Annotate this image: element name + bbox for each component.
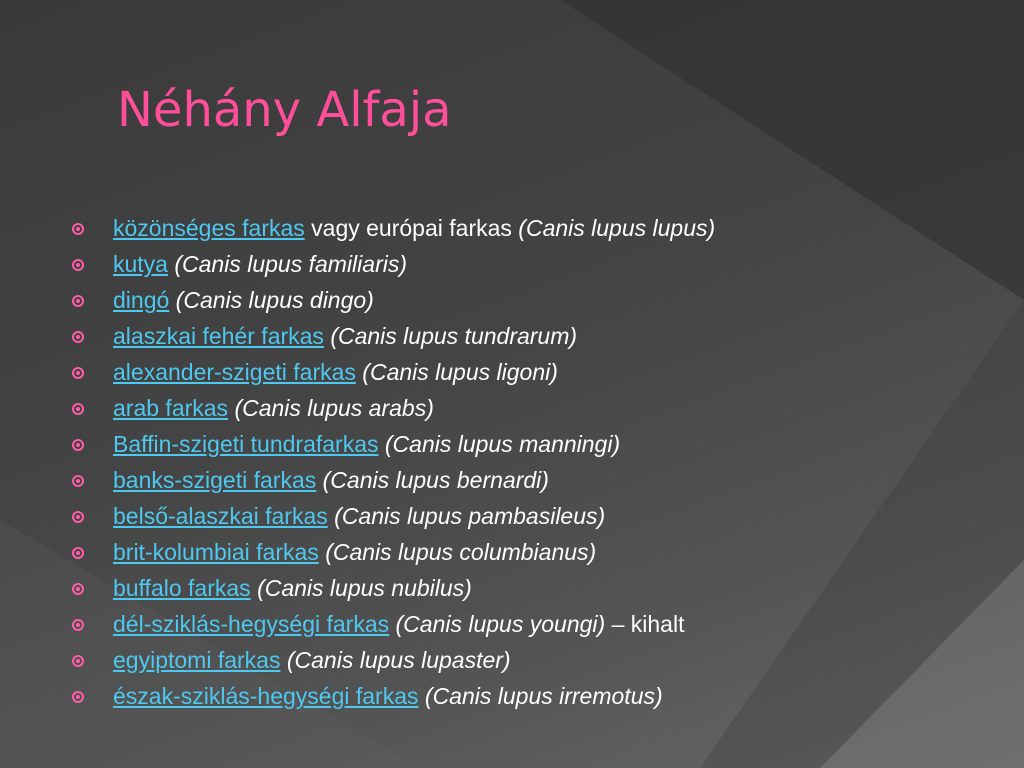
list-item: [70, 318, 715, 354]
list-item: [70, 426, 715, 462]
radio-bullet-icon: [72, 403, 84, 415]
list-item: [70, 678, 715, 714]
radio-bullet-icon: [72, 259, 84, 271]
scientific-name: (Canis lupus arabs): [234, 395, 434, 421]
subspecies-link[interactable]: közönséges farkas: [113, 215, 305, 241]
slide-title: Néhány Alfaja: [117, 82, 452, 138]
list-item: [70, 354, 715, 390]
subspecies-link[interactable]: Baffin-szigeti tundrafarkas: [113, 431, 379, 457]
list-item: [70, 642, 715, 678]
subspecies-link[interactable]: kutya: [113, 251, 168, 277]
scientific-name: (Canis lupus lupus): [518, 215, 716, 241]
alt-name-text: vagy európai farkas: [311, 215, 512, 241]
list-item: [70, 210, 715, 246]
radio-bullet-icon: [72, 583, 84, 595]
subspecies-link[interactable]: brit-kolumbiai farkas: [113, 539, 319, 565]
subspecies-link[interactable]: dingó: [113, 287, 170, 313]
scientific-name: (Canis lupus ligoni): [362, 359, 558, 385]
list-item: [70, 498, 715, 534]
subspecies-link[interactable]: dél-sziklás-hegységi farkas: [113, 611, 390, 637]
radio-bullet-icon: [72, 439, 84, 451]
radio-bullet-icon: [72, 547, 84, 559]
radio-bullet-icon: [72, 619, 84, 631]
list-item: [70, 570, 715, 606]
subspecies-list: [70, 210, 715, 714]
scientific-name: (Canis lupus lupaster): [286, 647, 511, 673]
scientific-name: (Canis lupus nubilus): [257, 575, 472, 601]
radio-bullet-icon: [72, 367, 84, 379]
scientific-name: (Canis lupus manningi): [384, 431, 621, 457]
list-item: [70, 390, 715, 426]
subspecies-link[interactable]: egyiptomi farkas: [113, 647, 281, 673]
status-note: – kihalt: [611, 611, 685, 637]
radio-bullet-icon: [72, 295, 84, 307]
subspecies-link[interactable]: arab farkas: [113, 395, 229, 421]
scientific-name: (Canis lupus dingo): [175, 287, 374, 313]
scientific-name: (Canis lupus bernardi): [322, 467, 549, 493]
list-item: [70, 606, 715, 642]
list-item: [70, 246, 715, 282]
scientific-name: (Canis lupus tundrarum): [330, 323, 578, 349]
scientific-name: (Canis lupus irremotus): [424, 683, 663, 709]
subspecies-link[interactable]: buffalo farkas: [113, 575, 251, 601]
subspecies-link[interactable]: alexander-szigeti farkas: [113, 359, 356, 385]
scientific-name: (Canis lupus youngi): [395, 611, 606, 637]
radio-bullet-icon: [72, 331, 84, 343]
list-item: [70, 282, 715, 318]
scientific-name: (Canis lupus pambasileus): [334, 503, 606, 529]
radio-bullet-icon: [72, 691, 84, 703]
subspecies-link[interactable]: alaszkai fehér farkas: [113, 323, 324, 349]
list-item: [70, 462, 715, 498]
subspecies-link[interactable]: belső-alaszkai farkas: [113, 503, 328, 529]
subspecies-link[interactable]: észak-sziklás-hegységi farkas: [113, 683, 419, 709]
scientific-name: (Canis lupus familiaris): [174, 251, 407, 277]
radio-bullet-icon: [72, 655, 84, 667]
subspecies-link[interactable]: banks-szigeti farkas: [113, 467, 317, 493]
radio-bullet-icon: [72, 223, 84, 235]
radio-bullet-icon: [72, 475, 84, 487]
scientific-name: (Canis lupus columbianus): [325, 539, 597, 565]
radio-bullet-icon: [72, 511, 84, 523]
list-item: [70, 534, 715, 570]
